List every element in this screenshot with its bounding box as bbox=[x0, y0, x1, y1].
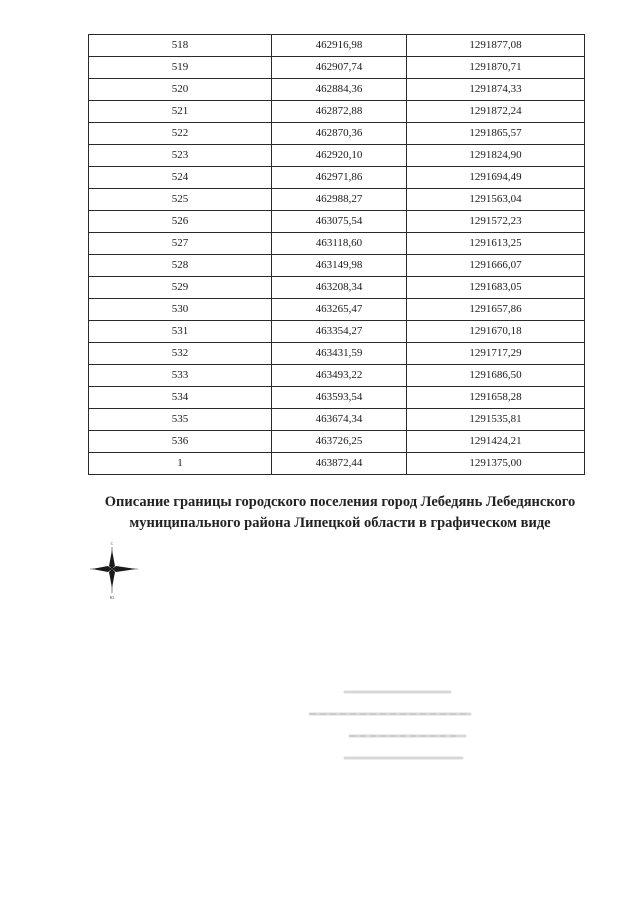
y-coordinate-cell: 1291874,33 bbox=[407, 79, 585, 101]
x-coordinate-cell: 463075,54 bbox=[272, 211, 407, 233]
point-number-cell: 531 bbox=[89, 321, 272, 343]
y-coordinate-cell: 1291666,07 bbox=[407, 255, 585, 277]
x-coordinate-cell: 463149,98 bbox=[272, 255, 407, 277]
point-number-cell: 535 bbox=[89, 409, 272, 431]
x-coordinate-cell: 463265,47 bbox=[272, 299, 407, 321]
y-coordinate-cell: 1291717,29 bbox=[407, 343, 585, 365]
y-coordinate-cell: 1291424,21 bbox=[407, 431, 585, 453]
x-coordinate-cell: 462988,27 bbox=[272, 189, 407, 211]
point-number-cell: 525 bbox=[89, 189, 272, 211]
point-number-cell: 532 bbox=[89, 343, 272, 365]
x-coordinate-cell: 462872,88 bbox=[272, 101, 407, 123]
y-coordinate-cell: 1291658,28 bbox=[407, 387, 585, 409]
table-row bbox=[89, 365, 585, 387]
point-number-cell: 522 bbox=[89, 123, 272, 145]
table-row bbox=[89, 233, 585, 255]
table-row bbox=[89, 409, 585, 431]
y-coordinate-cell: 1291670,18 bbox=[407, 321, 585, 343]
y-coordinate-cell: 1291870,71 bbox=[407, 57, 585, 79]
point-number-cell: 523 bbox=[89, 145, 272, 167]
y-coordinate-cell: 1291694,49 bbox=[407, 167, 585, 189]
x-coordinate-cell: 463118,60 bbox=[272, 233, 407, 255]
point-number-cell: 524 bbox=[89, 167, 272, 189]
x-coordinate-cell: 462870,36 bbox=[272, 123, 407, 145]
table-row bbox=[89, 255, 585, 277]
point-number-cell: 528 bbox=[89, 255, 272, 277]
table-row bbox=[89, 123, 585, 145]
y-coordinate-cell: 1291563,04 bbox=[407, 189, 585, 211]
compass-north-label: С bbox=[110, 541, 114, 546]
x-coordinate-cell: 463208,34 bbox=[272, 277, 407, 299]
x-coordinate-cell: 463674,34 bbox=[272, 409, 407, 431]
point-number-cell: 533 bbox=[89, 365, 272, 387]
y-coordinate-cell: 1291686,50 bbox=[407, 365, 585, 387]
coordinates-table-body bbox=[89, 35, 585, 475]
coordinates-table bbox=[88, 34, 585, 475]
table-row bbox=[89, 277, 585, 299]
x-coordinate-cell: 463872,44 bbox=[272, 453, 407, 475]
y-coordinate-cell: 1291375,00 bbox=[407, 453, 585, 475]
y-coordinate-cell: 1291535,81 bbox=[407, 409, 585, 431]
y-coordinate-cell: 1291572,23 bbox=[407, 211, 585, 233]
table-row bbox=[89, 453, 585, 475]
x-coordinate-cell: 462884,36 bbox=[272, 79, 407, 101]
table-row bbox=[89, 167, 585, 189]
table-row bbox=[89, 145, 585, 167]
compass-rose-icon bbox=[88, 538, 140, 600]
table-row bbox=[89, 431, 585, 453]
point-number-cell: 530 bbox=[89, 299, 272, 321]
table-row bbox=[89, 189, 585, 211]
table-row bbox=[89, 387, 585, 409]
x-coordinate-cell: 462971,86 bbox=[272, 167, 407, 189]
point-number-cell: 527 bbox=[89, 233, 272, 255]
point-number-cell: 1 bbox=[89, 453, 272, 475]
point-number-cell: 518 bbox=[89, 35, 272, 57]
point-number-cell: 529 bbox=[89, 277, 272, 299]
x-coordinate-cell: 463726,25 bbox=[272, 431, 407, 453]
y-coordinate-cell: 1291613,25 bbox=[407, 233, 585, 255]
table-row bbox=[89, 211, 585, 233]
y-coordinate-cell: 1291824,90 bbox=[407, 145, 585, 167]
table-row bbox=[89, 57, 585, 79]
x-coordinate-cell: 463431,59 bbox=[272, 343, 407, 365]
point-number-cell: 526 bbox=[89, 211, 272, 233]
caption-line-1: Описание границы городского поселения город Лебедянь Лебедянского bbox=[104, 494, 576, 510]
compass-south-label: Ю bbox=[109, 595, 115, 600]
point-number-cell: 520 bbox=[89, 79, 272, 101]
point-number-cell: 534 bbox=[89, 387, 272, 409]
x-coordinate-cell: 463354,27 bbox=[272, 321, 407, 343]
y-coordinate-cell: 1291877,08 bbox=[407, 35, 585, 57]
table-row bbox=[89, 343, 585, 365]
graphic-description-caption bbox=[60, 492, 620, 534]
x-coordinate-cell: 463493,22 bbox=[272, 365, 407, 387]
x-coordinate-cell: 462907,74 bbox=[272, 57, 407, 79]
y-coordinate-cell: 1291683,05 bbox=[407, 277, 585, 299]
y-coordinate-cell: 1291657,86 bbox=[407, 299, 585, 321]
point-number-cell: 521 bbox=[89, 101, 272, 123]
point-number-cell: 519 bbox=[89, 57, 272, 79]
x-coordinate-cell: 463593,54 bbox=[272, 387, 407, 409]
point-number-cell: 536 bbox=[89, 431, 272, 453]
y-coordinate-cell: 1291865,57 bbox=[407, 123, 585, 145]
table-row bbox=[89, 101, 585, 123]
x-coordinate-cell: 462916,98 bbox=[272, 35, 407, 57]
y-coordinate-cell: 1291872,24 bbox=[407, 101, 585, 123]
table-row bbox=[89, 299, 585, 321]
table-row bbox=[89, 35, 585, 57]
table-row bbox=[89, 79, 585, 101]
faded-stamp-marks bbox=[300, 680, 480, 770]
x-coordinate-cell: 462920,10 bbox=[272, 145, 407, 167]
table-row bbox=[89, 321, 585, 343]
caption-line-2: муниципального района Липецкой области в графическом виде bbox=[129, 515, 551, 531]
